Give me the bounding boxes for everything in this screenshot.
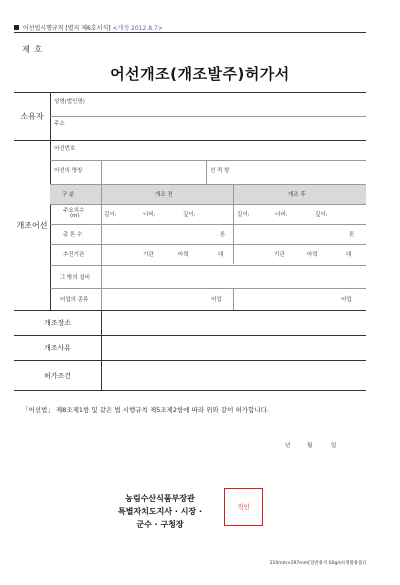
modification-reason-label: 개조사유 <box>43 344 72 352</box>
authority-line-2: 특별자치도지사 · 시장 · <box>118 507 202 516</box>
col-division-header: 구 분 <box>62 192 75 198</box>
dimensions-label: 주요치수 <box>63 208 85 214</box>
owner-section-label: 소유자 <box>20 112 44 121</box>
official-seal-box <box>224 488 263 526</box>
tonnage-label: 총 톤 수 <box>63 232 83 238</box>
after-ton-unit: 톤 <box>349 232 355 238</box>
form-reference <box>14 23 163 32</box>
before-units: 대 <box>218 252 224 258</box>
col-before-header: 개조 전 <box>155 192 173 198</box>
authority-line-1: 농림수산식품부장관 <box>125 494 195 503</box>
square-bullet-icon <box>14 25 19 30</box>
engine-label: 추진기관 <box>63 252 85 258</box>
vessel-name-label: 어선의 명칭 <box>54 168 83 174</box>
date-day: 일 <box>331 443 337 449</box>
page-title: 어선개조(개조발주)허가서 <box>110 65 290 83</box>
vessel-number-label: 어선번호 <box>54 146 76 152</box>
date-month: 월 <box>307 443 313 449</box>
dimensions-unit: (m) <box>70 213 80 219</box>
other-equipment-label: 그 밖의 설비 <box>60 275 91 281</box>
seal-label: 직인 <box>237 503 250 511</box>
after-length: 길이: <box>237 212 250 218</box>
date-year: 년 <box>285 443 291 449</box>
home-port-label: 선 적 항 <box>210 168 230 174</box>
after-horsepower: 마력 <box>307 252 318 258</box>
before-width: 너비: <box>143 212 156 218</box>
before-length: 길이: <box>104 212 117 218</box>
authority-line-3: 군수 · 구청장 <box>136 520 184 529</box>
fishery-type-label: 어업의 종류 <box>60 297 89 303</box>
modification-place-label: 개조장소 <box>43 319 72 327</box>
before-fishery-suffix: 어업 <box>211 297 222 303</box>
permit-statement: 「어선법」 제8조제1항 및 같은 법 시행규칙 제5조제2항에 따라 위와 같이 허가합니다. <box>22 406 269 414</box>
owner-address-label: 주소 <box>54 121 65 127</box>
before-depth: 깊이: <box>183 212 196 218</box>
after-depth: 깊이: <box>315 212 328 218</box>
permit-conditions-label: 허가조건 <box>43 372 72 380</box>
before-ton-unit: 톤 <box>220 232 226 238</box>
vessel-section-label: 개조어선 <box>16 221 48 230</box>
document-number-label: 제 호 <box>22 45 43 54</box>
revision-date: <개정 2012.8.7> <box>112 25 163 32</box>
before-horsepower: 마력 <box>178 252 189 258</box>
after-units: 대 <box>346 252 352 258</box>
header-rule <box>14 32 366 33</box>
form-ref-text: 어선법시행규칙 [별지 제6호서식] <box>22 25 111 32</box>
paper-size-footer: 210mm×297mm[일반용지 60g/㎡(재활용품)] <box>269 561 366 566</box>
owner-name-label: 성명(법인명) <box>54 99 85 105</box>
after-width: 너비: <box>275 212 288 218</box>
after-engine-type: 기관 <box>274 252 285 258</box>
col-after-header: 개조 후 <box>288 192 306 198</box>
after-fishery-suffix: 어업 <box>341 297 352 303</box>
before-engine-type: 기관 <box>143 252 154 258</box>
